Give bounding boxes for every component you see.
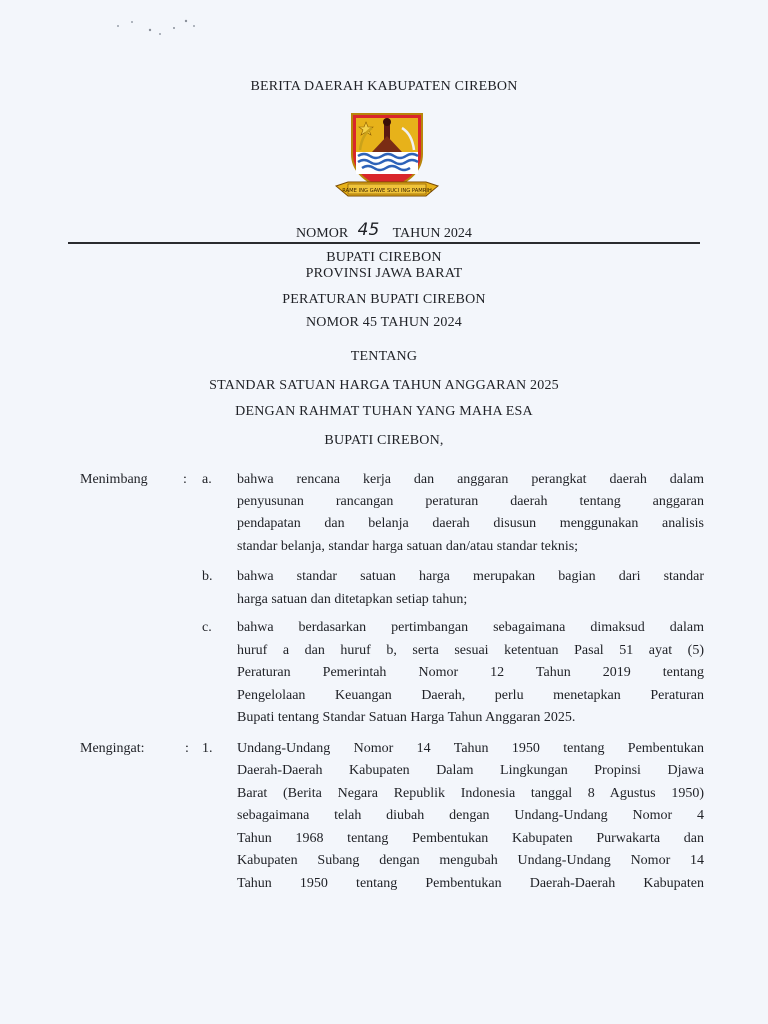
menimbang-a-line: bahwa rencana kerja dan anggaran perangkat daerah dalam [237, 472, 704, 487]
mengingat-1-line: Undang-Undang Nomor 14 Tahun 1950 tentang Pembentukan [237, 741, 704, 756]
nomor-handwritten: 45 [357, 220, 380, 240]
menimbang-c-line: bahwa berdasarkan pertimbangan sebagaimana dimaksud dalam [237, 620, 704, 635]
berita-daerah-heading: BERITA DAERAH KABUPATEN CIREBON [250, 79, 518, 94]
menimbang-c-line: Peraturan Pemerintah Nomor 12 Tahun 2019 tentang [237, 665, 704, 680]
nomor-prefix: NOMOR [296, 226, 349, 241]
menimbang-c-line: huruf a dan huruf b, serta sesuai ketentuan Pasal 51 ayat (5) [237, 643, 704, 658]
menimbang-marker-b: b. [202, 569, 213, 584]
header-divider [68, 242, 700, 244]
provinsi-title: PROVINSI JAWA BARAT [305, 266, 463, 281]
bupati-title: BUPATI CIREBON [326, 250, 442, 265]
mengingat-label: Mengingat: [80, 741, 145, 756]
menimbang-c-line: Pengelolaan Keuangan Daerah, perlu menetapkan Peraturan [237, 688, 704, 703]
menimbang-a-line: penyusunan rancangan peraturan daerah tentang anggaran [237, 494, 704, 509]
rahmat-line: DENGAN RAHMAT TUHAN YANG MAHA ESA [235, 404, 533, 419]
mengingat-1-line: sebagaimana telah diubah dengan Undang-Undang Nomor 4 [237, 808, 704, 823]
nomor-title: NOMOR 45 TAHUN 2024 [305, 315, 463, 330]
mengingat-1-line: Tahun 1950 tentang Pembentukan Daerah-Daerah Kabupaten [237, 876, 704, 891]
nomor-line [0, 222, 768, 242]
bupati-comma-line: BUPATI CIREBON, [324, 433, 444, 448]
scan-specks [112, 12, 202, 42]
tentang-title: TENTANG [350, 349, 418, 364]
mengingat-1-line: Kabupaten Subang dengan mengubah Undang-Undang Nomor 14 [237, 853, 704, 868]
peraturan-title: PERATURAN BUPATI CIREBON [282, 292, 486, 307]
mengingat-marker-1: 1. [202, 741, 213, 756]
menimbang-a-line: standar belanja, standar harga satuan dan/atau standar teknis; [237, 539, 579, 554]
mengingat-1-line: Tahun 1968 tentang Pembentukan Kabupaten Purwakarta dan [237, 831, 704, 846]
mengingat-1-line: Barat (Berita Negara Republik Indonesia tanggal 8 Agustus 1950) [237, 786, 704, 801]
menimbang-label: Menimbang [80, 472, 148, 487]
svg-text:RAME ING GAWE SUCI ING PAMRIH: RAME ING GAWE SUCI ING PAMRIH [342, 188, 432, 194]
nomor-suffix: TAHUN 2024 [392, 226, 472, 241]
menimbang-c-line: Bupati tentang Standar Satuan Harga Tahun Anggaran 2025. [237, 710, 576, 725]
menimbang-b-line: harga satuan dan ditetapkan setiap tahun; [237, 592, 468, 607]
subject-title: STANDAR SATUAN HARGA TAHUN ANGGARAN 2025 [209, 378, 559, 393]
menimbang-b-line: bahwa standar satuan harga merupakan bagian dari standar [237, 569, 704, 584]
menimbang-colon: : [183, 472, 187, 487]
kabupaten-cirebon-emblem [332, 108, 442, 204]
menimbang-a-line: pendapatan dan belanja daerah disusun menggunakan analisis [237, 516, 704, 531]
mengingat-colon: : [185, 741, 189, 756]
menimbang-marker-c: c. [202, 620, 212, 635]
mengingat-1-line: Daerah-Daerah Kabupaten Dalam Lingkungan Propinsi Djawa [237, 763, 704, 778]
menimbang-marker-a: a. [202, 472, 212, 487]
